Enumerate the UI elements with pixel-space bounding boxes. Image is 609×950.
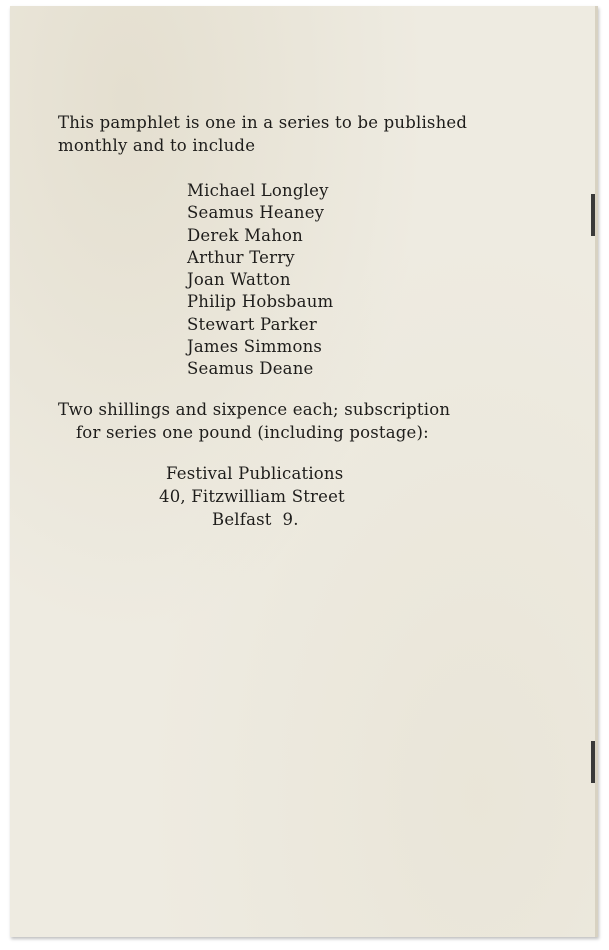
spine-staple-mark-top — [591, 194, 595, 236]
pamphlet-back-cover — [10, 6, 598, 937]
intro-line-2: monthly and to include — [58, 136, 256, 155]
author-name: Philip Hobsbaum — [187, 292, 334, 312]
author-name: Seamus Heaney — [187, 203, 325, 223]
spine-staple-mark-bottom — [591, 741, 595, 783]
author-name: Derek Mahon — [187, 225, 304, 245]
author-name: Seamus Deane — [187, 359, 314, 379]
author-name: Michael Longley — [187, 181, 329, 200]
intro-line-1: This pamphlet is one in a series to be published — [58, 113, 468, 132]
author-name: Joan Watton — [187, 270, 291, 290]
author-name: James Simmons — [187, 337, 323, 357]
pricing-line-2: for series one pound (including postage): — [76, 423, 429, 442]
publisher-street: 40, Fitzwilliam Street — [159, 487, 345, 506]
author-list — [187, 180, 333, 381]
publisher-name: Festival Publications — [166, 464, 344, 483]
author-name: Arthur Terry — [187, 247, 295, 267]
author-name: Stewart Parker — [187, 314, 317, 334]
pricing-line-1: Two shillings and sixpence each; subscription — [58, 400, 451, 419]
publisher-city: Belfast 9. — [212, 510, 299, 529]
